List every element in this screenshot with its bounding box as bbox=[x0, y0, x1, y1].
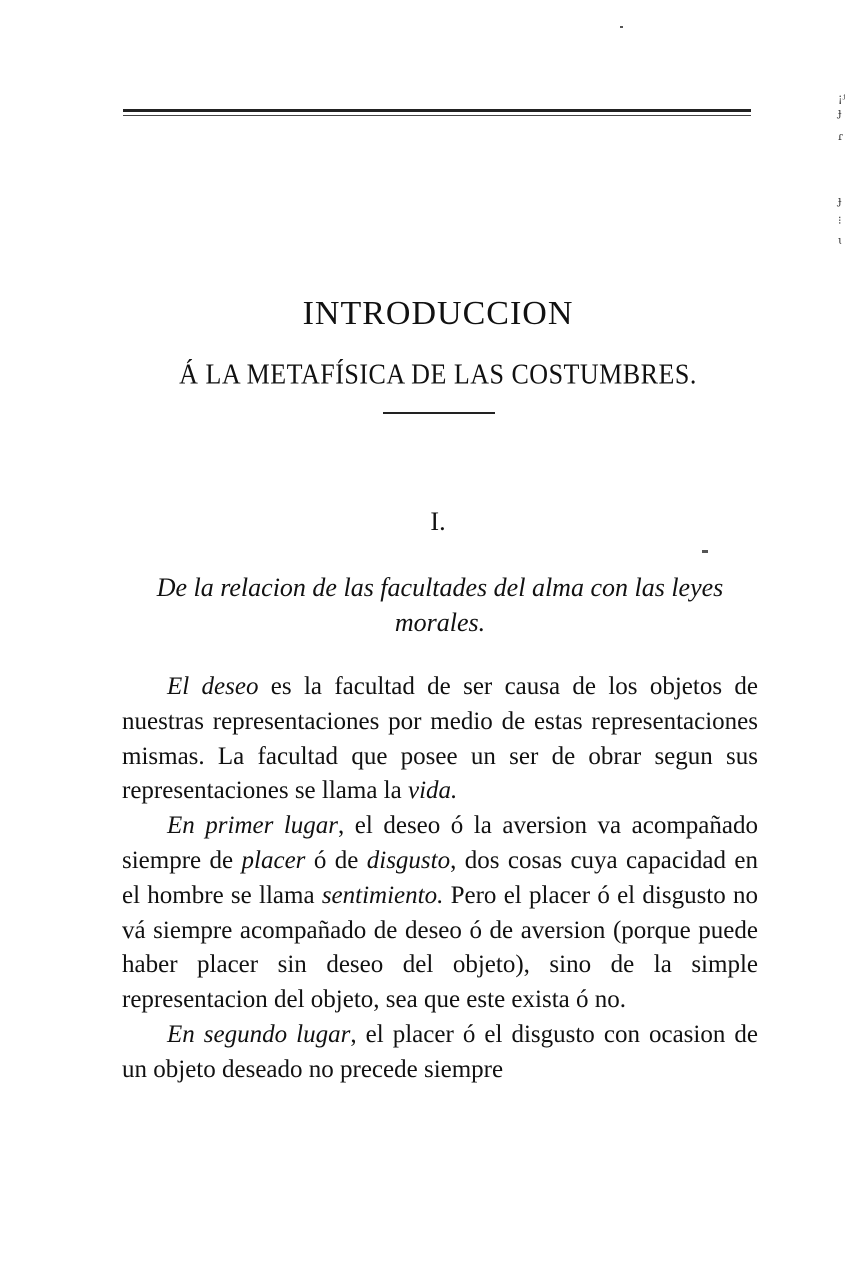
text-run: En segundo lugar bbox=[167, 1020, 351, 1048]
text-run: ó de bbox=[305, 846, 367, 874]
margin-mark: ⁝ bbox=[838, 214, 842, 227]
text-run: disgusto bbox=[366, 846, 451, 874]
print-speck bbox=[620, 26, 623, 28]
text-run: En primer lugar bbox=[167, 812, 339, 840]
header-rule-thin bbox=[123, 115, 751, 116]
margin-mark: ɩ bbox=[838, 234, 843, 247]
text-run: es la facultad de ser causa de los objetos de nuestras representaciones por medio de estas representaciones mismas. La facultad que posee un ser de obrar segun sus representaciones se llama la bbox=[122, 673, 758, 805]
text-run: El deseo bbox=[167, 673, 259, 700]
chapter-subtitle: Á LA METAFÍSICA DE LAS COSTUMBRES. bbox=[179, 358, 697, 391]
header-rule-thick bbox=[123, 109, 751, 112]
text-run: sentimiento. bbox=[321, 881, 444, 909]
body-text bbox=[122, 670, 758, 1088]
margin-show-through-marks bbox=[838, 92, 854, 248]
text-run: , dos cosas cuya capacidad en el hombre se llama bbox=[122, 846, 758, 909]
text-run: placer bbox=[241, 846, 306, 874]
title-separator-rule bbox=[383, 412, 495, 414]
chapter-title: INTRODUCCION bbox=[302, 295, 574, 332]
paragraph-2 bbox=[122, 809, 758, 1018]
header-double-rule bbox=[123, 109, 751, 116]
margin-mark: ɟ bbox=[838, 106, 842, 119]
section-heading: De la relacion de las facultades del alma con las leyes morales. bbox=[156, 573, 724, 637]
paragraph-1 bbox=[122, 670, 758, 809]
section-number: I. bbox=[430, 507, 446, 536]
margin-mark: ɾ bbox=[838, 130, 843, 143]
text-run: , el placer ó el disgusto con ocasion de un objeto deseado no precede siempre bbox=[122, 1020, 758, 1083]
text-run: Pero el placer ó el disgusto no vá siempre acompañado de deseo ó de aversion (porque puede haber placer sin deseo del objeto), sino de la simple representacion del objeto, sea que este exista ó no. bbox=[122, 881, 759, 1014]
margin-mark: ɟ bbox=[838, 194, 842, 207]
text-run: , el deseo ó la aversion va acompañado siempre de bbox=[122, 812, 759, 874]
paragraph-3 bbox=[122, 1018, 758, 1088]
print-speck bbox=[702, 550, 708, 553]
margin-mark: ¡ʲ bbox=[838, 92, 846, 105]
text-run: vida. bbox=[407, 777, 458, 805]
